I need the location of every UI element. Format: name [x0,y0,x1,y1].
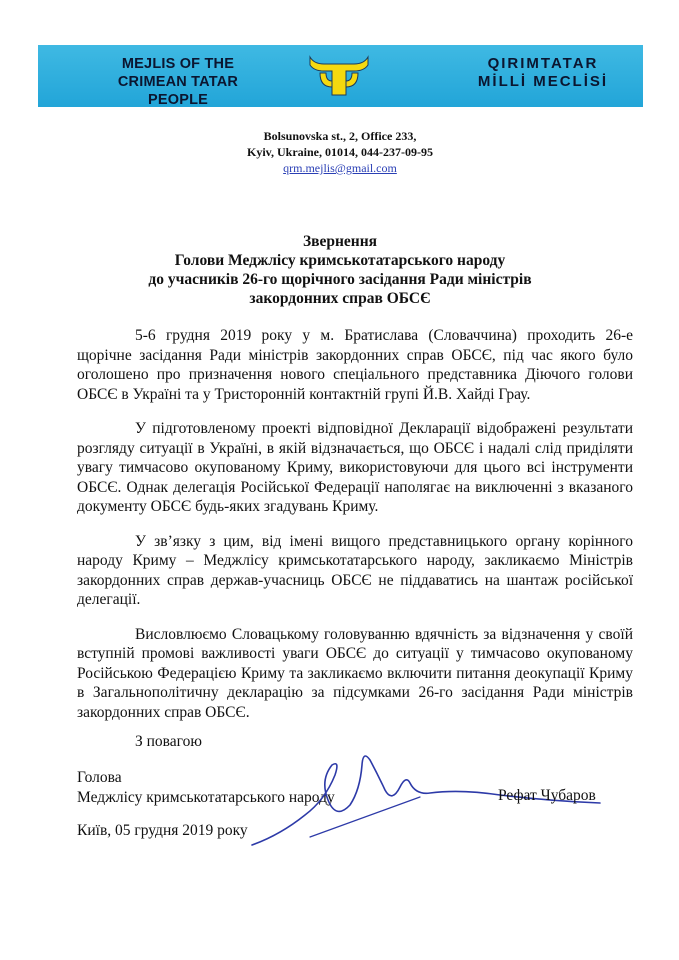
paragraph: Висловлюємо Словацькому головуванню вдячність за відзначення у своїй вступній промові важливості уваги ОБСЄ до ситуації у тимчасово окупованому Російською Федерацією Криму та закликаємо включити питання деокупації Криму в Загальнополітичну декларацію за підсумками 26-го засідання Ради міністрів закордонних справ ОБСЄ. [77,625,633,721]
signatory-name: Рефат Чубаров [498,787,596,804]
letterhead-right-line2: MİLLİ MECLİSİ [477,73,609,90]
letter-date: Київ, 05 грудня 2019 року [77,822,248,839]
letterhead-crimean-tatar-name [453,55,633,91]
position-line1: Голова [77,769,122,786]
letterhead-left-line1: MEJLIS OF THE [121,56,235,72]
title-line1: Звернення [302,233,378,250]
letterhead-right-line1: QIRIMTATAR [487,55,599,72]
email-link[interactable]: qrm.mejlis@gmail.com [283,161,397,175]
document-title [40,232,640,308]
letter-body [77,326,633,737]
address-line1: Bolsunovska st., 2, Office 233, [263,129,417,143]
title-line2: Голови Меджлісу кримськотатарського народу [174,252,506,269]
letterhead-banner [38,45,643,107]
title-line4: закордонних справ ОБСЄ [249,290,431,307]
letterhead-english-name [88,55,268,109]
address-line2: Kyiv, Ukraine, 01014, 044-237-09-95 [247,145,433,159]
paragraph: 5-6 грудня 2019 року у м. Братислава (Словаччина) проходить 26-е щорічне засідання Ради міністрів закордонних справ ОБСЄ, під час якого було оголошено про призначення нового спеціального представника Діючого голови ОБСЄ в Україні та у Тристоронній контактній групі Й.В. Хайді Грау. [77,327,633,403]
paragraph: У зв’язку з цим, від імені вищого представницького органу корінного народу Криму – Меджлісу кримськотатарського народу, закликаємо Міністрів закордонних справ держав-учасниць ОБСЄ не піддаватись на шантаж російської делегації. [77,532,633,608]
letterhead-left-line2: CRIMEAN TATAR PEOPLE [117,74,239,108]
tamga-logo-icon [306,51,372,101]
title-line3: до учасників 26-го щорічного засідання Ради міністрів [148,271,532,288]
position-line2: Меджлісу кримськотатарського народу [77,788,335,806]
closing-regards: З повагою [135,733,202,750]
paragraph: У підготовленому проекті відповідної Декларації відображені результати розгляду ситуації в Україні, в якій відзначається, що ОБСЄ і надалі слід приділяти увагу тимчасово окупованому Криму, використовуючи для цього всі інструменти ОБСЄ. Однак делегація Російської Федерації наполягає на виключенні з вказаного документу ОБСЄ будь-яких згадувань Криму. [77,420,633,515]
address-block [220,128,460,176]
